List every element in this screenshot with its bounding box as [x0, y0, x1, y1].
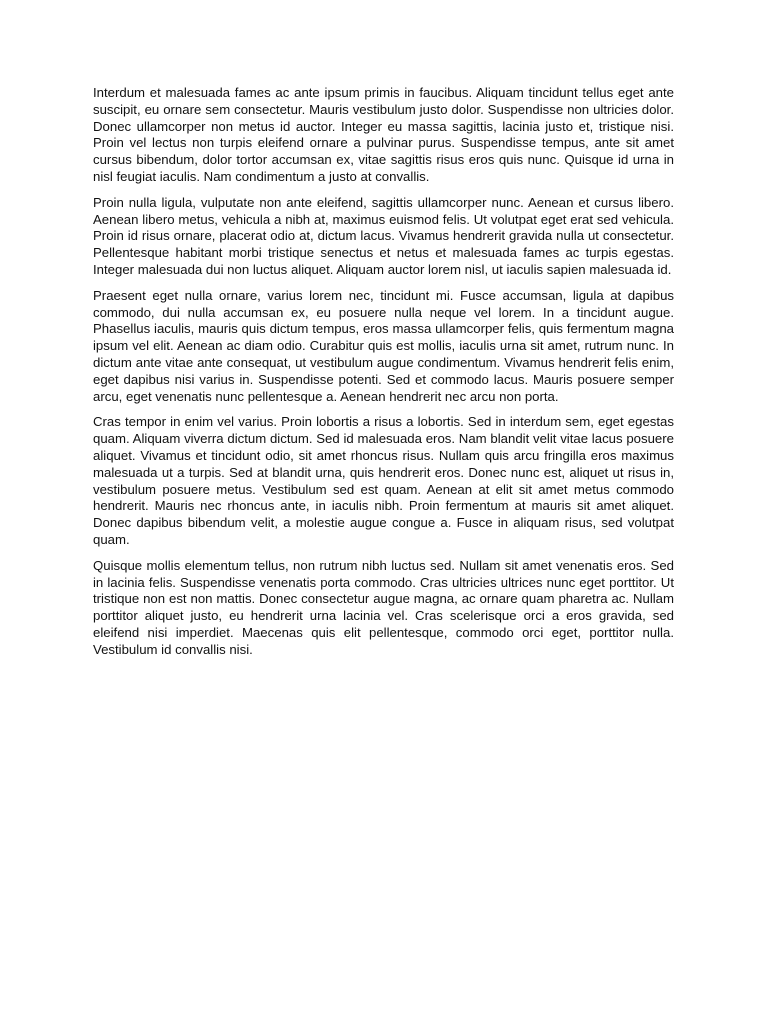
paragraph-2: Proin nulla ligula, vulputate non ante eleifend, sagittis ullamcorper nunc. Aenean et cursus libero. Aenean libero metus, vehicula a nibh at, maximus euismod felis. Ut volutpat eget erat sed vehicula. Proin id risus ornare, placerat odio at, dictum lacus. Vivamus hendrerit gravida nulla ut consectetur. Pellentesque habitant morbi tristique senectus et netus et malesuada fames ac turpis egestas. Integer malesuada dui non luctus aliquet. Aliquam auctor lorem nisl, ut iaculis sapien malesuada id.: [93, 194, 674, 277]
paragraph-4: Cras tempor in enim vel varius. Proin lobortis a risus a lobortis. Sed in interdum sem, eget egestas quam. Aliquam viverra dictum dictum. Sed id malesuada eros. Nam blandit velit vitae lacus posuere aliquet. Vivamus et tincidunt odio, sit amet rhoncus risus. Nullam quis arcu fringilla eros maximus malesuada ut a turpis. Sed at blandit urna, quis hendrerit eros. Donec nunc est, aliquet ut risus in, vestibulum posuere metus. Vestibulum sed est quam. Aenean at elit sit amet metus commodo hendrerit. Mauris nec rhoncus ante, in iaculis nibh. Proin fermentum at mauris sit amet aliquet. Donec dapibus bibendum velit, a molestie augue congue a. Fusce in aliquam risus, sed volutpat quam.: [93, 414, 674, 547]
paragraph-1: Interdum et malesuada fames ac ante ipsum primis in faucibus. Aliquam tincidunt tellus eget ante suscipit, eu ornare sem consectetur. Mauris vestibulum justo dolor. Suspendisse non ultricies dolor. Donec ullamcorper non metus id auctor. Integer eu massa sagittis, lacinia justo et, tristique nisi. Proin vel lectus non turpis eleifend ornare a pulvinar purus. Suspendisse tempus, ante sit amet cursus bibendum, dolor tortor accumsan ex, vitae sagittis risus eros quis nunc. Quisque id urna in nisl feugiat iaculis. Nam condimentum a justo at convallis.: [93, 85, 674, 184]
paragraph-3: Praesent eget nulla ornare, varius lorem nec, tincidunt mi. Fusce accumsan, ligula at dapibus commodo, dui nulla accumsan ex, eu posuere nulla neque vel lorem. In a tincidunt augue. Phasellus iaculis, mauris quis dictum tempus, eros massa ullamcorper felis, quis fermentum magna ipsum vel elit. Aenean ac diam odio. Curabitur quis est mollis, iaculis urna sit amet, rutrum nunc. In dictum ante vitae ante consequat, ut vestibulum augue condimentum. Vivamus hendrerit felis enim, eget dapibus nisi varius in. Suspendisse potenti. Sed et commodo lacus. Mauris posuere semper arcu, eget venenatis nunc pellentesque a. Aenean hendrerit nec arcu non porta.: [93, 287, 674, 404]
paragraph-5: Quisque mollis elementum tellus, non rutrum nibh luctus sed. Nullam sit amet venenatis eros. Sed in lacinia felis. Suspendisse venenatis porta commodo. Cras ultricies ultrices nunc eget porttitor. Ut tristique non est non mattis. Donec consectetur augue magna, ac ornare quam pharetra ac. Nullam porttitor aliquet justo, eu hendrerit urna lacinia vel. Cras scelerisque orci a eros gravida, sed eleifend nisi imperdiet. Maecenas quis elit pellentesque, commodo orci eget, porttitor nulla. Vestibulum id convallis nisi.: [93, 557, 674, 657]
document-body: [93, 85, 674, 668]
